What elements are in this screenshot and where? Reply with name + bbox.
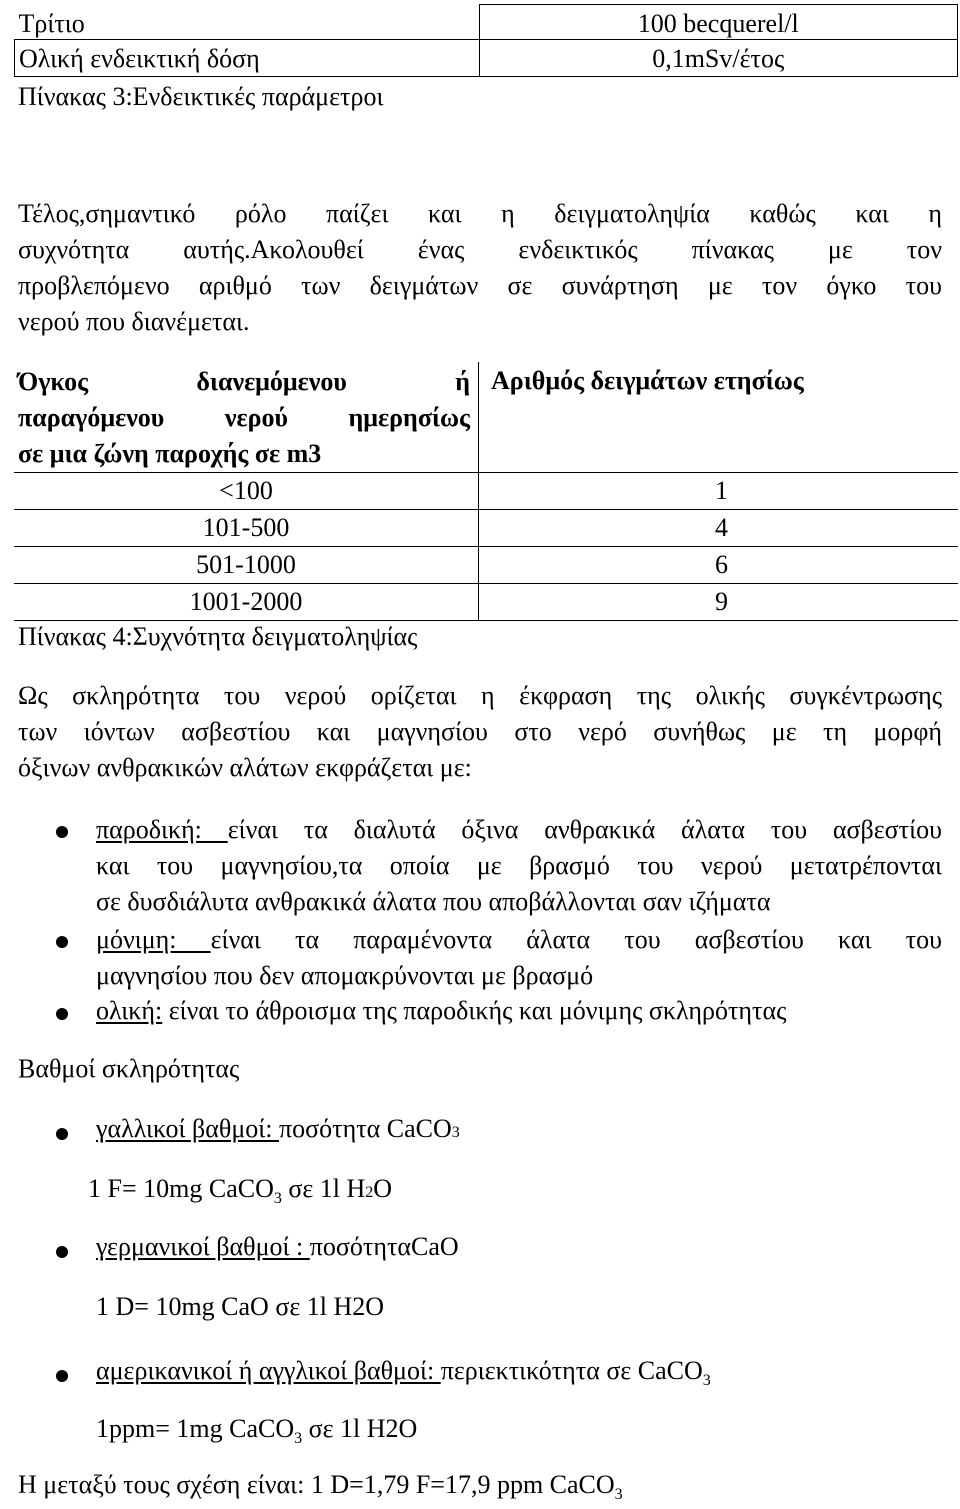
term-total: ολική: bbox=[96, 996, 163, 1025]
formula-text: O bbox=[373, 1174, 393, 1203]
samples-value: 6 bbox=[715, 550, 728, 579]
bullet-temporary-line1 bbox=[96, 812, 942, 848]
relation-text: Η μεταξύ τους σχέση είναι: 1 D=1,79 F=17,9 ppm CaCO bbox=[18, 1470, 615, 1499]
header-volume-line: παραγόμενου νερού ημερησίως bbox=[18, 403, 470, 432]
bullet-temporary bbox=[96, 812, 942, 920]
bullet-total bbox=[96, 996, 786, 1026]
bullet-temporary-line3: σε δυσδιάλυτα ανθρακικά άλατα που αποβάλλονται σαν ιζήματα bbox=[96, 887, 771, 916]
formula-sub: 3 bbox=[294, 1430, 303, 1448]
volume-cell bbox=[14, 510, 479, 547]
bullet-permanent-line1 bbox=[96, 922, 942, 958]
header-volume-line: σε μια ζώνη παροχής σε m3 bbox=[18, 439, 322, 468]
german-degrees bbox=[96, 1232, 459, 1262]
table-4-caption: Πίνακας 4:Συχνότητα δειγματοληψίας bbox=[18, 622, 418, 651]
french-formula bbox=[88, 1174, 392, 1208]
bullet-dot bbox=[56, 936, 68, 948]
table-header-samples bbox=[479, 362, 959, 473]
intro-line: νερού που διανέμεται. bbox=[18, 307, 250, 336]
samples-value: 1 bbox=[715, 476, 728, 505]
tritium-label: Τρίτιο bbox=[18, 8, 85, 38]
hardness-line: Ως σκληρότητα του νερού ορίζεται η έκφραση της ολικής συγκέντρωσης bbox=[18, 681, 942, 710]
american-formula bbox=[96, 1414, 417, 1448]
header-samples-label: Αριθμός δειγμάτων ετησίως bbox=[491, 366, 804, 395]
bullet-permanent bbox=[96, 922, 942, 994]
intro-line: Τέλος,σημαντικό ρόλο παίζει και η δειγματοληψία καθώς και η bbox=[18, 199, 942, 228]
dose-label: Ολική ενδεικτική δόση bbox=[19, 44, 260, 73]
bullet-dot bbox=[56, 1246, 68, 1258]
bullet-temporary-line2: και του μαγνησίου,τα οποία με βρασμό του νερού μετατρέπονται bbox=[96, 851, 942, 880]
formula-sub: 2 bbox=[365, 1184, 374, 1201]
samples-cell bbox=[479, 584, 959, 621]
table-header-volume bbox=[14, 362, 479, 473]
samples-value: 4 bbox=[715, 513, 728, 542]
intro-paragraph bbox=[18, 196, 942, 340]
bullet-text: είναι τα διαλυτά όξινα ανθρακικά άλατα του ασβεστίου bbox=[227, 815, 942, 844]
tritium-value: 100 becquerel/l bbox=[637, 9, 799, 38]
term-french: γαλλικοί βαθμοί: bbox=[96, 1114, 279, 1143]
relation-line bbox=[18, 1470, 623, 1504]
hardness-line: όξινων ανθρακικών αλάτων εκφράζεται με: bbox=[18, 753, 472, 782]
table-row bbox=[14, 510, 958, 547]
table-row bbox=[14, 547, 958, 584]
bullet-text: είναι τα παραμένοντα άλατα του ασβεστίου και του bbox=[210, 925, 943, 954]
degrees-heading: Βαθμοί σκληρότητας bbox=[18, 1054, 240, 1083]
american-text: περιεκτικότητα σε CaCO bbox=[440, 1356, 703, 1385]
intro-line: προβλεπόμενο αριθμό των δειγμάτων σε συνάρτηση με τον όγκο του bbox=[18, 271, 942, 300]
formula-text: F= 10mg CaCO bbox=[107, 1174, 274, 1203]
table-cell bbox=[479, 5, 958, 40]
formula-sub: 3 bbox=[273, 1190, 282, 1208]
table-row bbox=[15, 40, 958, 77]
bullet-dot bbox=[56, 1128, 68, 1140]
term-permanent: μόνιμη: bbox=[96, 925, 211, 954]
intro-line: συχνότητα αυτής.Ακολουθεί ένας ενδεικτικός πίνακας με τον bbox=[18, 235, 942, 264]
american-degrees bbox=[96, 1356, 711, 1390]
volume-value: 1001-2000 bbox=[189, 587, 303, 616]
header-volume-line: Όγκος διανεμόμενου ή bbox=[18, 367, 470, 396]
dose-value: 0,1mSv/έτος bbox=[652, 44, 785, 73]
volume-cell bbox=[14, 584, 479, 621]
samples-cell bbox=[479, 510, 959, 547]
volume-cell bbox=[14, 473, 479, 510]
american-sub: 3 bbox=[702, 1372, 711, 1390]
formula-text: 1ppm= 1mg CaCO bbox=[96, 1414, 295, 1443]
table-header-row bbox=[14, 362, 958, 473]
german-formula: 1 D= 10mg CaO σε 1l H2O bbox=[96, 1292, 385, 1321]
french-degrees bbox=[96, 1114, 460, 1144]
volume-cell bbox=[14, 547, 479, 584]
volume-value: 101-500 bbox=[202, 513, 290, 542]
table-cell bbox=[15, 40, 480, 77]
german-text: ποσότηταCaO bbox=[309, 1232, 459, 1261]
bullet-dot bbox=[56, 1008, 68, 1020]
table-row bbox=[14, 584, 958, 621]
volume-value: <100 bbox=[219, 476, 273, 505]
samples-value: 9 bbox=[715, 587, 728, 616]
bullet-text: είναι το άθροισμα της παροδικής και μόνιμης σκληρότητας bbox=[162, 996, 787, 1025]
table-3-caption: Πίνακας 3:Ενδεικτικές παράμετροι bbox=[18, 82, 384, 111]
hardness-line: των ιόντων ασβεστίου και μαγνησίου στο νερό συνήθως με τη μορφή bbox=[18, 717, 942, 746]
bullet-permanent-line2: μαγνησίου που δεν απομακρύνονται με βρασμό bbox=[96, 961, 594, 990]
table-row bbox=[14, 473, 958, 510]
volume-value: 501-1000 bbox=[196, 550, 296, 579]
formula-text: σε 1l H bbox=[281, 1174, 366, 1203]
bullet-dot bbox=[56, 1370, 68, 1382]
table-4 bbox=[14, 362, 958, 621]
formula-text: 1 bbox=[88, 1174, 108, 1203]
term-american: αμερικανικοί ή αγγλικοί βαθμοί: bbox=[96, 1356, 441, 1385]
hardness-paragraph bbox=[18, 678, 942, 786]
table-cell bbox=[479, 40, 958, 77]
table-3 bbox=[14, 4, 958, 77]
french-sub: 3 bbox=[451, 1124, 460, 1141]
relation-sub: 3 bbox=[614, 1486, 623, 1504]
table-row bbox=[15, 5, 958, 40]
samples-cell bbox=[479, 547, 959, 584]
term-temporary: παροδική: bbox=[96, 815, 228, 844]
table-cell bbox=[15, 5, 480, 40]
bullet-dot bbox=[56, 826, 68, 838]
samples-cell bbox=[479, 473, 959, 510]
french-text: ποσότητα CaCO bbox=[279, 1114, 452, 1143]
term-german: γερμανικοί βαθμοί : bbox=[96, 1232, 310, 1261]
formula-text: σε 1l H2O bbox=[302, 1414, 418, 1443]
